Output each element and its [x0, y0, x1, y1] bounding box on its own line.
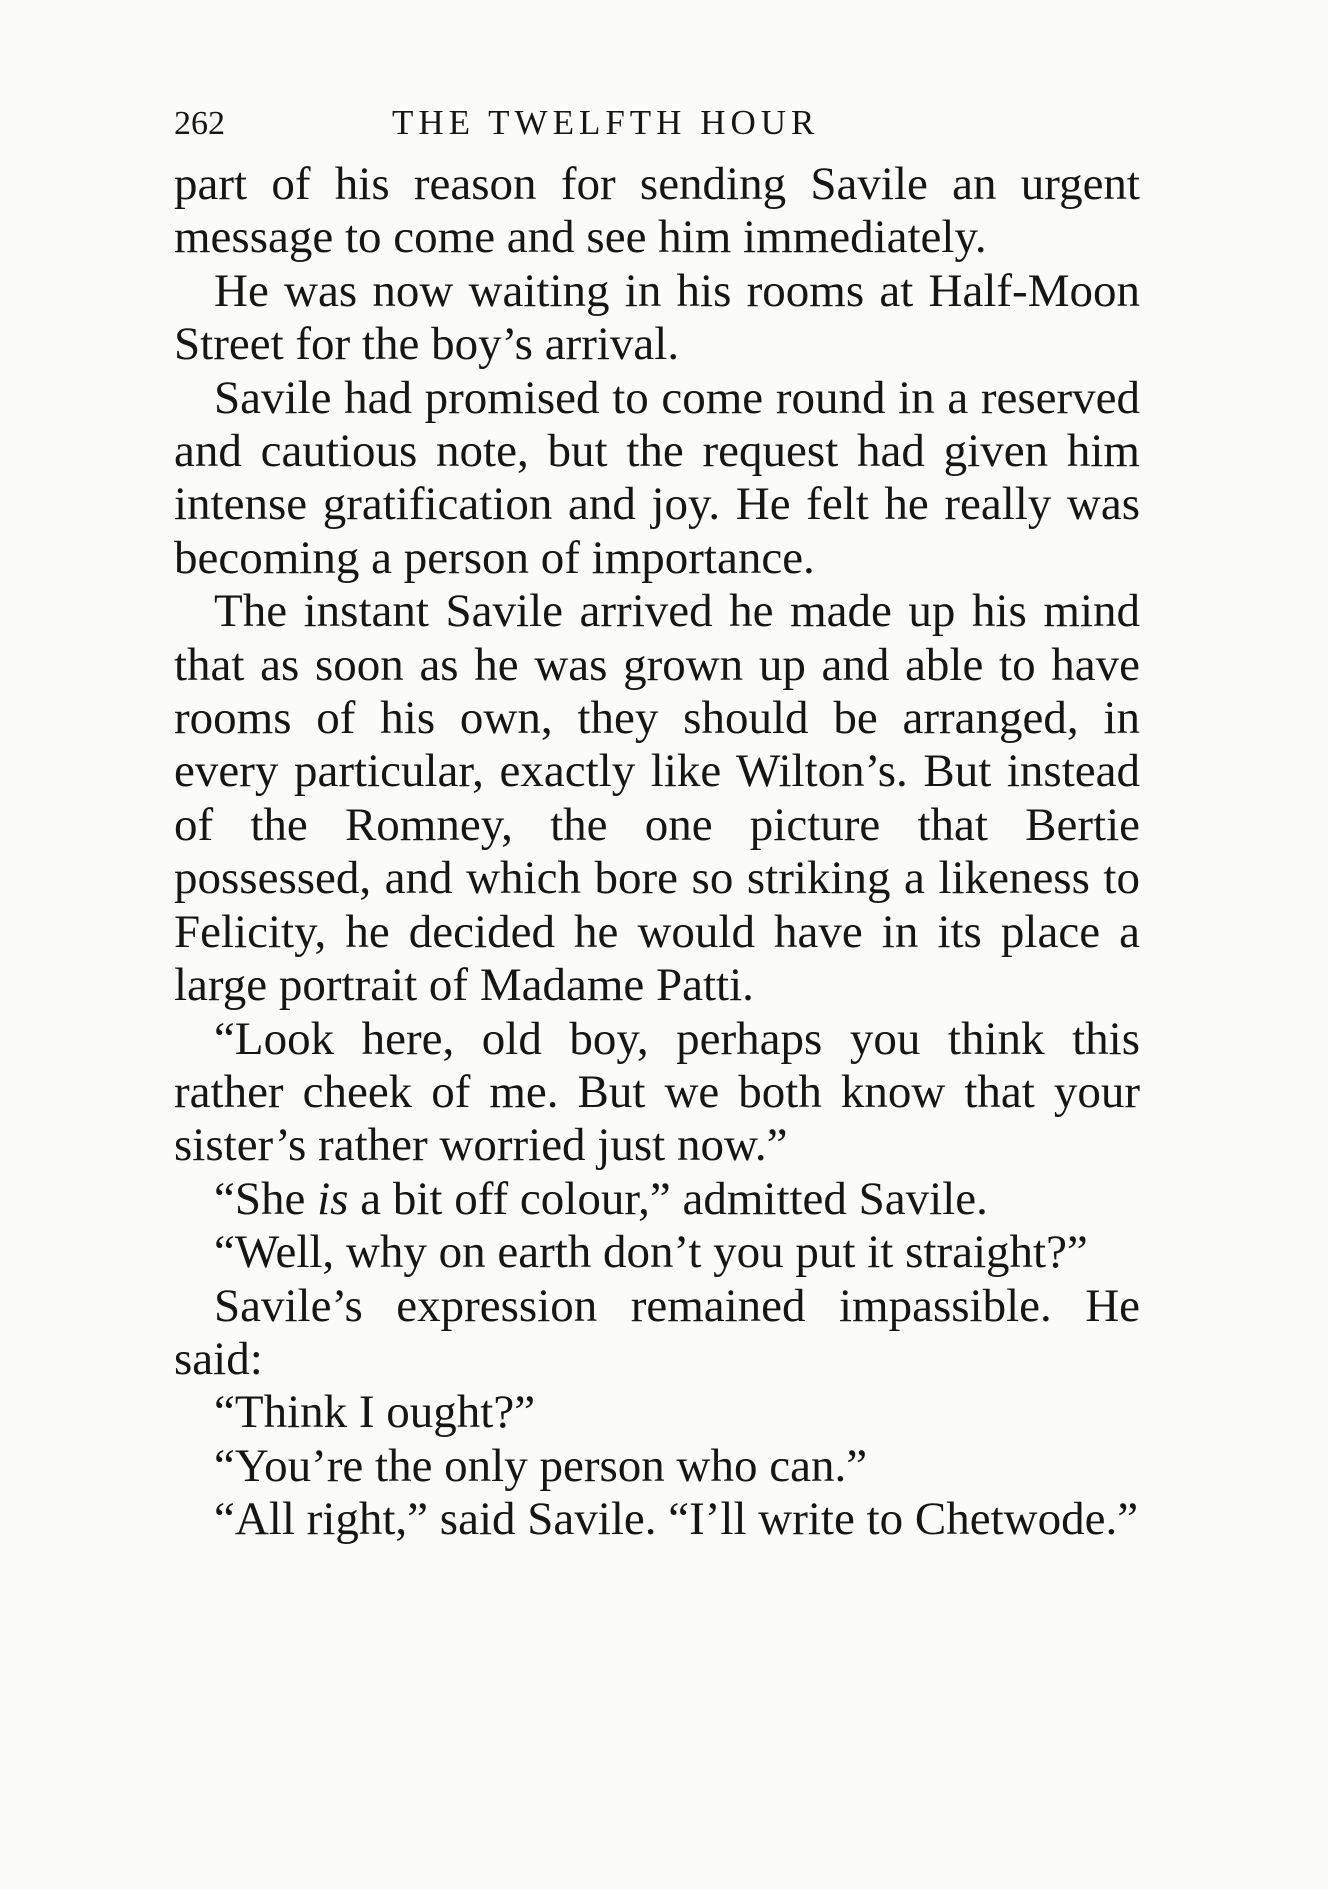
dialogue-off-colour-end: a bit off colour,” admitted Savile. — [348, 1172, 988, 1225]
dialogue-look-here: “Look here, old boy, perhaps you think this rather cheek of me. But we both know that your sister’s rather worried just now.” — [174, 1012, 1140, 1172]
paragraph-waiting: He was now waiting in his rooms at Half-Moon Street for the boy’s arrival. — [174, 264, 1140, 371]
dialogue-off-colour-start: “She — [214, 1172, 318, 1225]
page-text-block — [174, 94, 1140, 1547]
paragraph-continuation: part of his reason for sending Savile an urgent message to come and see him immediately. — [174, 158, 1140, 264]
paragraph-impassible: Savile’s expression remained impassible. He said: — [174, 1279, 1140, 1385]
paragraph-rooms: The instant Savile arrived he made up his mind that as soon as he was grown up and able to have rooms of his own, they should be arranged, in every particular, exactly like Wilton’s. But instead of the Romney, the one picture that Bertie possessed, and which bore so striking a likeness to Felicity, he decided he would have in its place a large portrait of Madame Patti. — [174, 585, 1140, 1012]
dialogue-off-colour — [174, 1173, 1140, 1226]
running-title: THE TWELFTH HOUR — [392, 103, 820, 142]
dialogue-only-person: “You’re the only person who can.” — [214, 1439, 868, 1492]
running-head — [174, 94, 1140, 152]
paragraph-promise: Savile had promised to come round in a reserved and cautious note, but the request had given him intense gratification and joy. He felt he really was becoming a person of importance. — [174, 371, 1140, 584]
dialogue-think-i-ought: “Think I ought?” — [214, 1386, 536, 1439]
dialogue-put-it-straight: “Well, why on earth don’t you put it straight?” — [214, 1226, 1088, 1279]
dialogue-write-to-chetwode: “All right,” said Savile. “I’ll write to Chetwode.” — [214, 1493, 1139, 1546]
page-number: 262 — [174, 105, 225, 142]
dialogue-off-colour-emphasis: is — [317, 1172, 349, 1225]
